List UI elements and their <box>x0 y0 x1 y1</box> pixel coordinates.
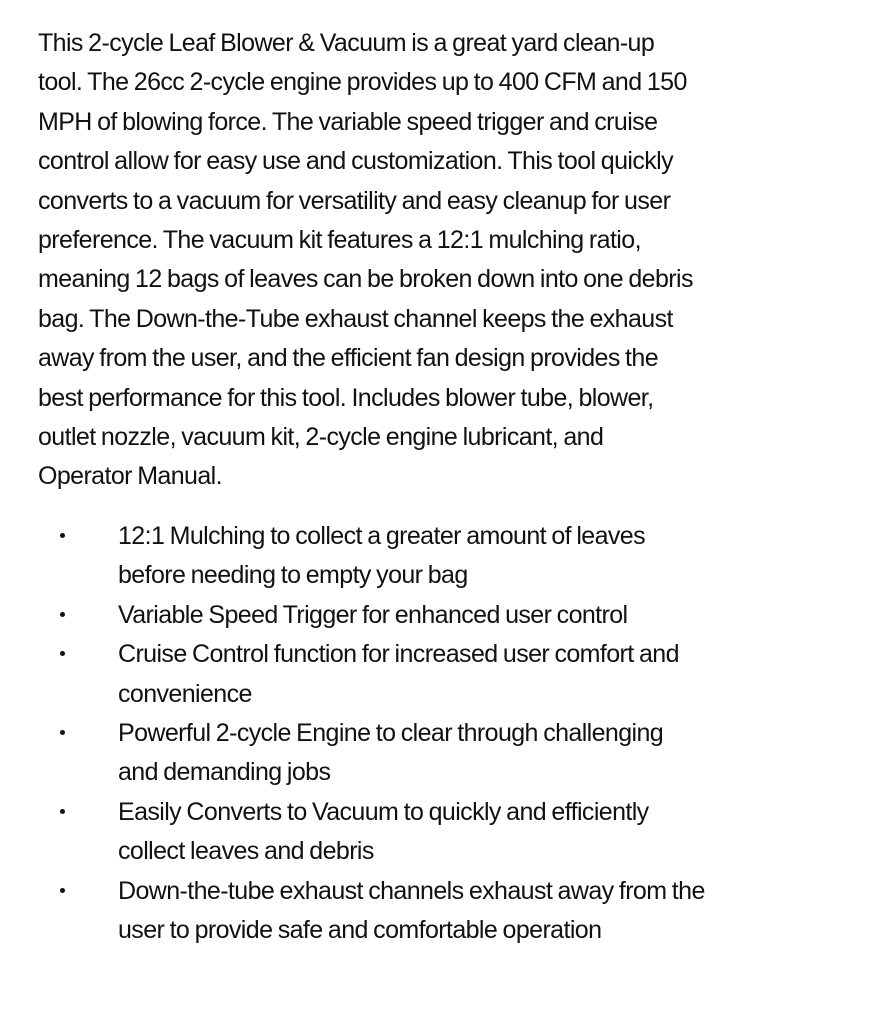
description-line: MPH of blowing force. The variable speed trigger and cruise <box>38 107 658 136</box>
feature-text-line: collect leaves and debris <box>118 837 374 866</box>
description-line: outlet nozzle, vacuum kit, 2-cycle engine lubricant, and <box>38 423 604 452</box>
feature-text-line: 12:1 Mulching to collect a greater amount of leaves <box>118 521 646 550</box>
bullet-dot-icon <box>60 651 65 656</box>
description-line: preference. The vacuum kit features a 12:1 mulching ratio, <box>38 226 641 255</box>
feature-text-line: Cruise Control function for increased user comfort and <box>118 640 679 669</box>
feature-text-line: before needing to empty your bag <box>118 561 468 590</box>
description-line: tool. The 26cc 2-cycle engine provides up to 400 CFM and 150 <box>38 68 687 97</box>
feature-text-line: and demanding jobs <box>118 758 331 787</box>
description-line: Operator Manual. <box>38 462 222 491</box>
description-line: converts to a vacuum for versatility and easy cleanup for user <box>38 186 671 215</box>
feature-item <box>38 596 858 635</box>
bullet-dot-icon <box>60 888 65 893</box>
bullet-dot-icon <box>60 730 65 735</box>
feature-text-line: Down-the-tube exhaust channels exhaust away from the <box>118 876 705 905</box>
bullet-dot-icon <box>60 809 65 814</box>
feature-item <box>38 793 858 872</box>
feature-item <box>38 517 858 596</box>
feature-text-line: Powerful 2-cycle Engine to clear through challenging <box>118 718 664 747</box>
product-description-document <box>38 24 858 950</box>
feature-text-line: Variable Speed Trigger for enhanced user control <box>118 600 628 629</box>
description-line: best performance for this tool. Includes blower tube, blower, <box>38 383 654 412</box>
description-line: This 2-cycle Leaf Blower & Vacuum is a great yard clean-up <box>38 29 655 57</box>
description-line: away from the user, and the efficient fan design provides the <box>38 344 659 373</box>
description-line: bag. The Down-the-Tube exhaust channel keeps the exhaust <box>38 304 673 333</box>
bullet-dot-icon <box>60 533 65 538</box>
description-paragraph <box>38 24 858 497</box>
feature-item <box>38 635 858 714</box>
description-line: meaning 12 bags of leaves can be broken down into one debris <box>38 265 693 294</box>
feature-item <box>38 714 858 793</box>
feature-item <box>38 872 858 951</box>
feature-list <box>38 517 858 950</box>
bullet-dot-icon <box>60 612 65 617</box>
feature-text-line: convenience <box>118 679 252 708</box>
feature-text-line: Easily Converts to Vacuum to quickly and efficiently <box>118 797 649 826</box>
feature-text-line: user to provide safe and comfortable operation <box>118 915 602 944</box>
description-line: control allow for easy use and customization. This tool quickly <box>38 147 674 176</box>
